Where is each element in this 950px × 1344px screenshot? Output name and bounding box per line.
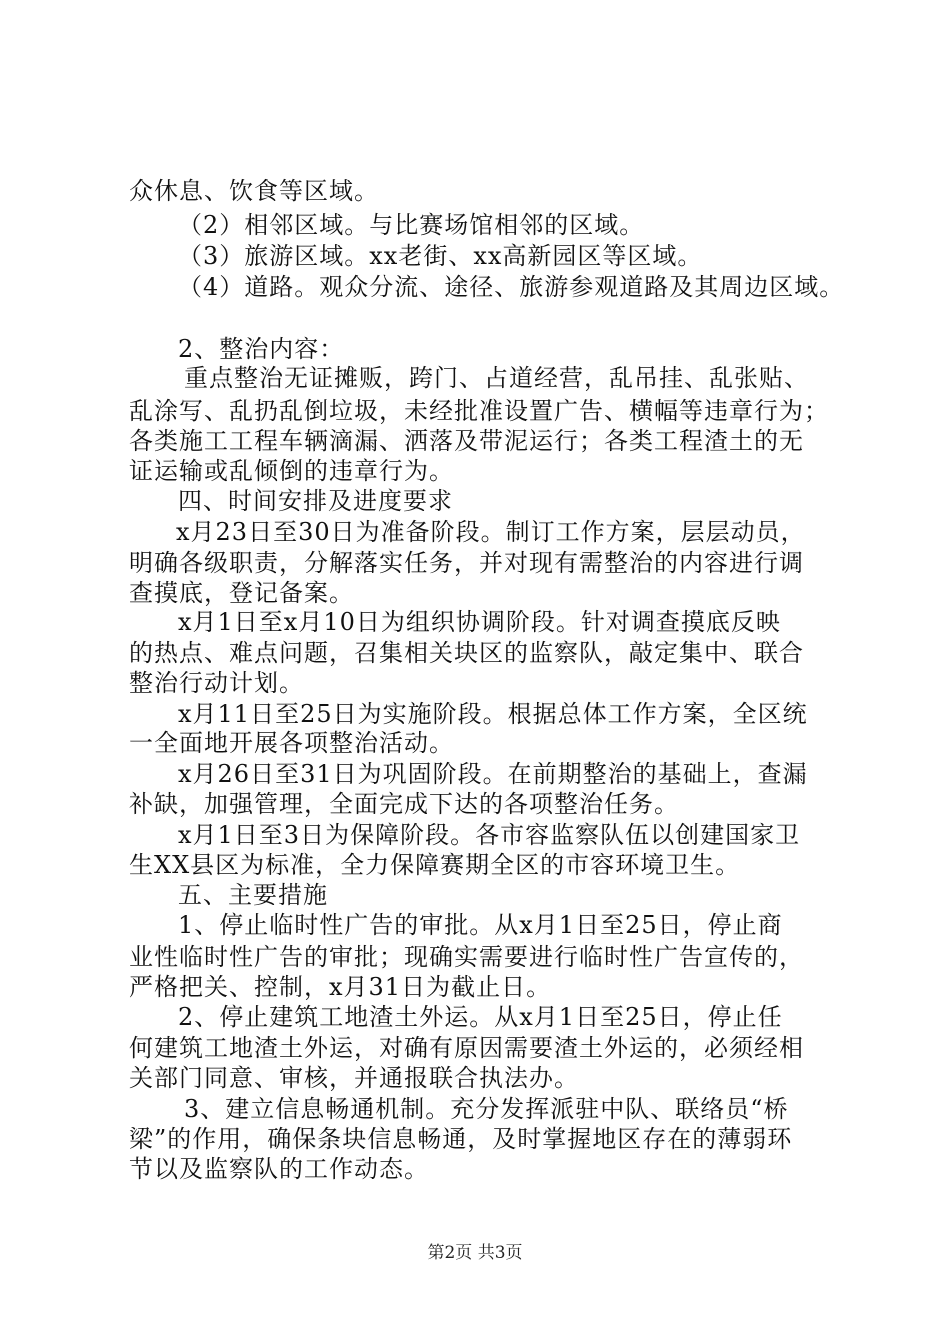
text-line: 业性临时性广告的审批；现确实需要进行临时性广告宣传的， [129,943,804,971]
text-line: 梁”的作用，确保条块信息畅通，及时掌握地区存在的薄弱环 [129,1125,793,1153]
text-line: 的热点、难点问题，召集相关块区的监察队，敲定集中、联合 [129,639,804,667]
text-line: 关部门同意、审核，并通报联合执法办。 [129,1064,579,1092]
text-line: 查摸底，登记备案。 [129,579,354,607]
section-heading: 四、时间安排及进度要求 [178,487,453,515]
text-line: x月26日至31日为巩固阶段。在前期整治的基础上，查漏 [178,760,808,788]
text-line: 1、停止临时性广告的审批。从x月1日至25日，停止商 [178,911,783,939]
text-line: 严格把关、控制，x月31日为截止日。 [129,973,552,1001]
page-footer: 第2页 共3页 [427,1243,523,1263]
text-line: （3）旅游区域。xx老街、xx高新园区等区域。 [178,242,703,270]
text-line: 补缺，加强管理，全面完成下达的各项整治任务。 [129,790,679,818]
text-line: x月11日至25日为实施阶段。根据总体工作方案，全区统 [178,700,808,728]
text-line: 节以及监察队的工作动态。 [129,1155,429,1183]
text-line: 3、建立信息畅通机制。充分发挥派驻中队、联络员“桥 [184,1095,789,1123]
text-line: x月1日至3日为保障阶段。各市容监察队伍以创建国家卫 [178,821,801,849]
text-line: 何建筑工地渣土外运，对确有原因需要渣土外运的，必须经相 [129,1034,804,1062]
text-line: 证运输或乱倾倒的违章行为。 [129,457,454,485]
text-line: 众休息、饮食等区域。 [129,177,379,205]
text-line: x月1日至x月10日为组织协调阶段。针对调查摸底反映 [178,608,781,636]
text-line: 明确各级职责，分解落实任务，并对现有需整治的内容进行调 [129,549,804,577]
text-line: 整治行动计划。 [129,669,304,697]
section-heading: 2、整治内容： [178,335,345,363]
text-line: 一全面地开展各项整治活动。 [129,729,454,757]
section-heading: 五、主要措施 [178,881,328,909]
text-line: 重点整治无证摊贩，跨门、占道经营，乱吊挂、乱张贴、 [184,364,809,392]
text-line: （4）道路。观众分流、途径、旅游参观道路及其周边区域。 [178,273,845,301]
text-line: （2）相邻区域。与比赛场馆相邻的区域。 [178,211,645,239]
text-line: 各类施工工程车辆滴漏、洒落及带泥运行；各类工程渣土的无 [129,427,804,455]
text-line: 2、停止建筑工地渣土外运。从x月1日至25日，停止任 [178,1003,783,1031]
text-line: 乱涂写、乱扔乱倒垃圾，未经批准设置广告、横幅等违章行为； [129,397,829,425]
text-line: 生XX县区为标准，全力保障赛期全区的市容环境卫生。 [129,851,741,879]
text-line: x月23日至30日为准备阶段。制订工作方案，层层动员， [176,518,806,546]
